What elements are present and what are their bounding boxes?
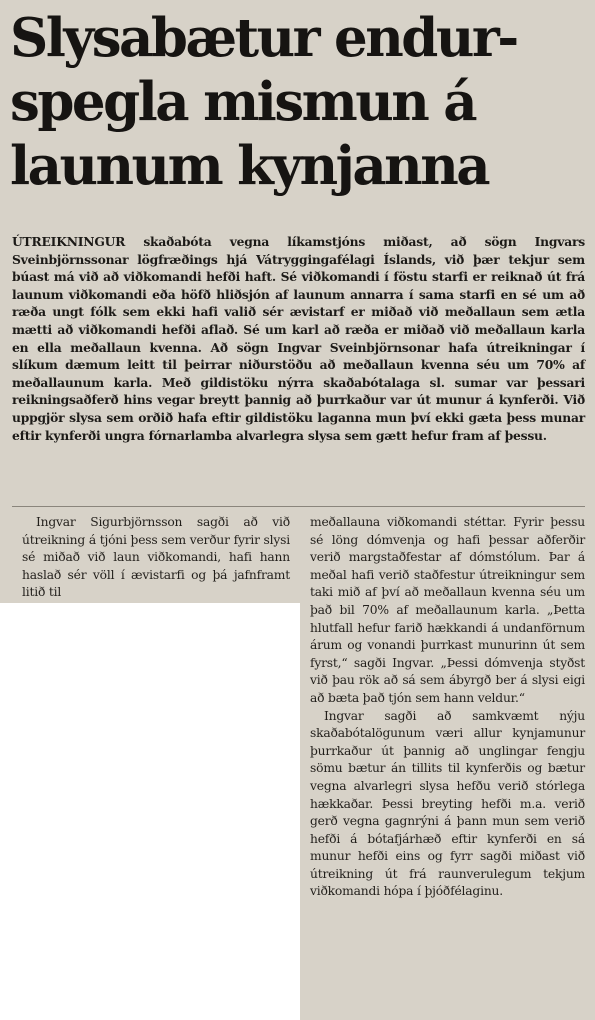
body-paragraph: Ingvar sagði að samkvæmt nýju skaðabótalögunum væri allur kynjamunur þurrkaður út þannig að unglingar fengju sömu bætur án tillits til kynferðis og bætur vegna alvarlegri slysa hefðu verið stórlega hækkaðar. Þessi breyting hefði m.a. verið gerð vegna gagnrýni á þann mun sem verið hefði á bótafjárhæð eftir kynferði en sá munur hefði eins og fyrr sagði miðast við útreikning út frá raunverulegum tekjum viðkomandi hópa í þjóðfélaginu. bbox=[310, 708, 585, 899]
headline-line-3: launum kynjanna bbox=[10, 135, 489, 197]
body-paragraph: meðallauna viðkomandi stéttar. Fyrir þessu sé löng dómvenja og hafi þessar aðferðir verið margstaðfestar af dómstólum. Þar á meðal hafi verið staðfestur útreikningur sem taki mið af því að meðallaun kvenna séu um það bil 70% af meðallaunum karla. „Þetta hlutfall hefur farið hækkandi á undanförnum árum og vonandi þurrkast munurinn út sem fyrst,“ sagði Ingvar. „Þessi dómvenja styðst við þau rök að sá sem ábyrgð ber á slysi eigi að bæta það tjón sem hann veldur.“ bbox=[310, 515, 585, 705]
headline bbox=[10, 6, 590, 198]
lead-text: skaðabóta vegna líkamstjóns miðast, að sögn Ingvars Sveinbjörnssonar lögfræðings hjá Vátryggingafélagi Íslands, við þær tekjur sem búast má við að viðkomandi hefði haft. Sé viðkomandi í föstu starfi er reiknað út frá launum viðkomandi eða höfð hliðsjón af launum annarra í sama starfi en sé um að ræða ungt fólk sem ekki hafi valið sér ævistarf er miðað við meðallaun sem ætla mætti að viðkomandi hefði aflað. Sé um karl að ræða er miðað við meðallaun karla en ella meðallaun kvenna. Að sögn Ingvar Sveinbjörnsonar hafa útreikningar í slíkum dæmum leitt til þeirrar niðurstöðu að meðallaun kvenna séu um 70% af meðallaunum karla. Með gildistöku nýrra skaðabótalaga sl. sumar var þessari reikningsaðferð hins vegar breytt þannig að þurrkaður var út munur á kynferði. Við uppgjör slysa sem orðið hafa eftir gildistöku laganna mun því ekki gæta þess munar eftir kynferði ungra fórnarlamba alvarlegra slysa sem gætt hefur fram af þessu. bbox=[12, 234, 585, 443]
headline-line-1: Slysabætur endur- bbox=[10, 7, 517, 69]
lead-first-word: ÚTREIKNINGUR bbox=[12, 234, 126, 249]
lead-divider bbox=[12, 506, 585, 507]
body-column-2 bbox=[310, 514, 585, 901]
body-column-1 bbox=[22, 514, 290, 602]
lead-paragraph bbox=[12, 233, 585, 444]
body-paragraph: Ingvar Sigurbjörnsson sagði að við útreikning á tjóni þess sem verður fyrir slysi sé miðað við laun viðkomandi, hafi hann haslað sér völl í ævistarfi og þá jafnframt litið til bbox=[22, 515, 290, 600]
headline-line-2: spegla mismun á bbox=[10, 71, 476, 133]
